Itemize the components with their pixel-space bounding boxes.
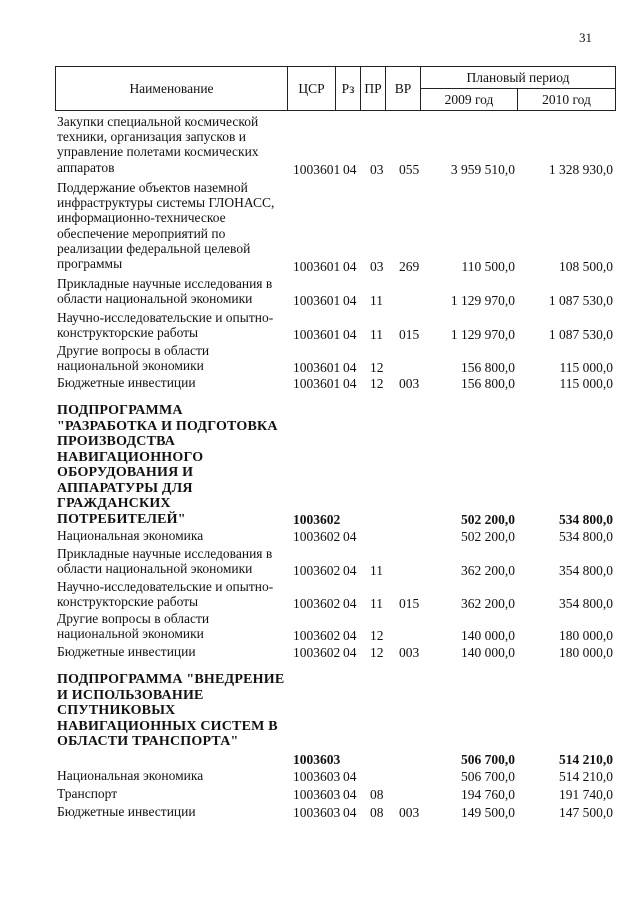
table-row bbox=[57, 546, 613, 578]
row-2009: 362 200,0 bbox=[461, 562, 515, 578]
table-row bbox=[57, 375, 613, 391]
row-2010: 180 000,0 bbox=[559, 627, 613, 643]
row-csr: 1003601 bbox=[293, 359, 341, 375]
row-2010: 1 087 530,0 bbox=[548, 326, 613, 342]
row-pr: 12 bbox=[370, 375, 384, 391]
row-rz: 04 bbox=[343, 161, 357, 177]
table-row bbox=[57, 343, 613, 375]
row-2010: 534 800,0 bbox=[559, 528, 613, 544]
table-row bbox=[57, 528, 613, 544]
row-pr: 12 bbox=[370, 644, 384, 660]
row-rz: 04 bbox=[343, 326, 357, 342]
row-csr: 1003603 bbox=[293, 751, 341, 767]
row-name: Прикладные научные исследования в области национальной экономики bbox=[57, 276, 273, 307]
subprogram-title: ПОДПРОГРАММА "ВНЕДРЕНИЕ И ИСПОЛЬЗОВАНИЕ СПУТНИКОВЫХ НАВИГАЦИОННЫХ СИСТЕМ В ОБЛАСТИ ТРАНСПОРТА" bbox=[57, 672, 285, 749]
row-2010: 147 500,0 bbox=[559, 804, 613, 820]
row-2010: 115 000,0 bbox=[559, 375, 613, 391]
row-csr: 1003602 bbox=[293, 595, 341, 611]
row-name: Бюджетные инвестиции bbox=[57, 375, 196, 390]
row-2009: 1 129 970,0 bbox=[450, 326, 515, 342]
row-csr: 1003601 bbox=[293, 161, 341, 177]
row-rz: 04 bbox=[343, 627, 357, 643]
row-csr: 1003601 bbox=[293, 326, 341, 342]
header-rz: Рз bbox=[336, 67, 361, 111]
row-2009: 140 000,0 bbox=[461, 644, 515, 660]
row-name: Научно-исследовательские и опытно-конструкторские работы bbox=[57, 579, 274, 610]
row-2009: 362 200,0 bbox=[461, 595, 515, 611]
table-row bbox=[57, 579, 613, 611]
row-2010: 108 500,0 bbox=[559, 258, 613, 274]
row-2009: 156 800,0 bbox=[461, 375, 515, 391]
row-csr: 1003601 bbox=[293, 375, 341, 391]
row-csr: 1003602 bbox=[293, 528, 341, 544]
row-csr: 1003603 bbox=[293, 804, 341, 820]
row-rz: 04 bbox=[343, 595, 357, 611]
row-2010: 534 800,0 bbox=[559, 511, 613, 527]
row-name: Бюджетные инвестиции bbox=[57, 644, 196, 659]
row-vr: 003 bbox=[399, 644, 420, 660]
header-csr: ЦСР bbox=[288, 67, 336, 111]
row-rz: 04 bbox=[343, 786, 357, 802]
table-row bbox=[57, 786, 613, 802]
subprogram-title: ПОДПРОГРАММА "РАЗРАБОТКА И ПОДГОТОВКА ПРОИЗВОДСТВА НАВИГАЦИОННОГО ОБОРУДОВАНИЯ И АППАРАТУРЫ ДЛЯ ГРАЖДАНСКИХ ПОТРЕБИТЕЛЕЙ" bbox=[57, 403, 278, 527]
table-row bbox=[57, 276, 613, 308]
row-csr: 1003601 bbox=[293, 292, 341, 308]
row-2010: 191 740,0 bbox=[559, 786, 613, 802]
row-name: Закупки специальной космической техники, организация запусков и управление полетами космических аппаратов bbox=[57, 114, 259, 175]
row-rz: 04 bbox=[343, 375, 357, 391]
page-number: 31 bbox=[579, 30, 592, 45]
row-pr: 08 bbox=[370, 786, 384, 802]
row-2010: 514 210,0 bbox=[559, 768, 613, 784]
row-rz: 04 bbox=[343, 768, 357, 784]
row-pr: 03 bbox=[370, 258, 384, 274]
row-name: Национальная экономика bbox=[57, 528, 204, 543]
header-pr: ПР bbox=[361, 67, 386, 111]
table-row bbox=[57, 804, 613, 820]
row-pr: 03 bbox=[370, 161, 384, 177]
header-vr: ВР bbox=[386, 67, 421, 111]
row-csr: 1003603 bbox=[293, 768, 341, 784]
row-2009: 140 000,0 bbox=[461, 627, 515, 643]
row-pr: 11 bbox=[370, 595, 383, 611]
row-pr: 11 bbox=[370, 326, 383, 342]
row-pr: 08 bbox=[370, 804, 384, 820]
row-rz: 04 bbox=[343, 804, 357, 820]
row-name: Прикладные научные исследования в области национальной экономики bbox=[57, 546, 273, 577]
row-csr: 1003602 bbox=[293, 562, 341, 578]
row-vr: 003 bbox=[399, 375, 420, 391]
row-2010: 514 210,0 bbox=[559, 751, 613, 767]
row-rz: 04 bbox=[343, 292, 357, 308]
table-row bbox=[57, 611, 613, 643]
row-rz: 04 bbox=[343, 562, 357, 578]
row-name: Транспорт bbox=[57, 786, 118, 801]
row-pr: 11 bbox=[370, 562, 383, 578]
row-name: Научно-исследовательские и опытно-конструкторские работы bbox=[57, 310, 274, 341]
table-row bbox=[57, 114, 613, 177]
table-row bbox=[57, 768, 613, 784]
row-2009: 149 500,0 bbox=[461, 804, 515, 820]
row-name: Поддержание объектов наземной инфраструктуры системы ГЛОНАСС, информационно-техническое обеспечение мероприятий по реализации федеральной целевой программы bbox=[57, 180, 275, 272]
row-2009: 3 959 510,0 bbox=[450, 161, 515, 177]
row-2010: 115 000,0 bbox=[559, 359, 613, 375]
subprogram-row bbox=[57, 672, 613, 767]
table-row bbox=[57, 310, 613, 342]
row-csr: 1003602 bbox=[293, 644, 341, 660]
row-2010: 354 800,0 bbox=[559, 562, 613, 578]
row-2010: 1 087 530,0 bbox=[548, 292, 613, 308]
row-csr: 1003603 bbox=[293, 786, 341, 802]
row-csr: 1003601 bbox=[293, 258, 341, 274]
row-pr: 11 bbox=[370, 292, 383, 308]
row-pr: 12 bbox=[370, 359, 384, 375]
row-2009: 502 200,0 bbox=[461, 528, 515, 544]
row-rz: 04 bbox=[343, 528, 357, 544]
table-row bbox=[57, 180, 613, 274]
header-year-2010: 2010 год bbox=[518, 89, 616, 111]
row-name: Бюджетные инвестиции bbox=[57, 804, 196, 819]
row-name: Национальная экономика bbox=[57, 768, 204, 783]
row-rz: 04 bbox=[343, 359, 357, 375]
row-2009: 506 700,0 bbox=[461, 751, 515, 767]
subprogram-row bbox=[57, 403, 613, 527]
row-csr: 1003602 bbox=[293, 627, 341, 643]
row-vr: 269 bbox=[399, 258, 420, 274]
row-2009: 502 200,0 bbox=[461, 511, 515, 527]
row-pr: 12 bbox=[370, 627, 384, 643]
row-csr: 1003602 bbox=[293, 511, 341, 527]
row-2010: 1 328 930,0 bbox=[548, 161, 613, 177]
row-name: Другие вопросы в области национальной экономики bbox=[57, 611, 210, 642]
row-vr: 003 bbox=[399, 804, 420, 820]
row-2009: 156 800,0 bbox=[461, 359, 515, 375]
row-2010: 354 800,0 bbox=[559, 595, 613, 611]
row-2009: 110 500,0 bbox=[461, 258, 515, 274]
header-name: Наименование bbox=[56, 67, 288, 111]
row-2009: 506 700,0 bbox=[461, 768, 515, 784]
row-vr: 055 bbox=[399, 161, 420, 177]
table-header bbox=[55, 66, 616, 111]
row-rz: 04 bbox=[343, 258, 357, 274]
row-vr: 015 bbox=[399, 595, 420, 611]
row-name: Другие вопросы в области национальной экономики bbox=[57, 343, 210, 374]
table-row bbox=[57, 644, 613, 660]
row-2009: 1 129 970,0 bbox=[450, 292, 515, 308]
header-planned-period: Плановый период bbox=[421, 67, 616, 89]
row-vr: 015 bbox=[399, 326, 420, 342]
header-year-2009: 2009 год bbox=[421, 89, 518, 111]
row-2009: 194 760,0 bbox=[461, 786, 515, 802]
row-2010: 180 000,0 bbox=[559, 644, 613, 660]
row-rz: 04 bbox=[343, 644, 357, 660]
